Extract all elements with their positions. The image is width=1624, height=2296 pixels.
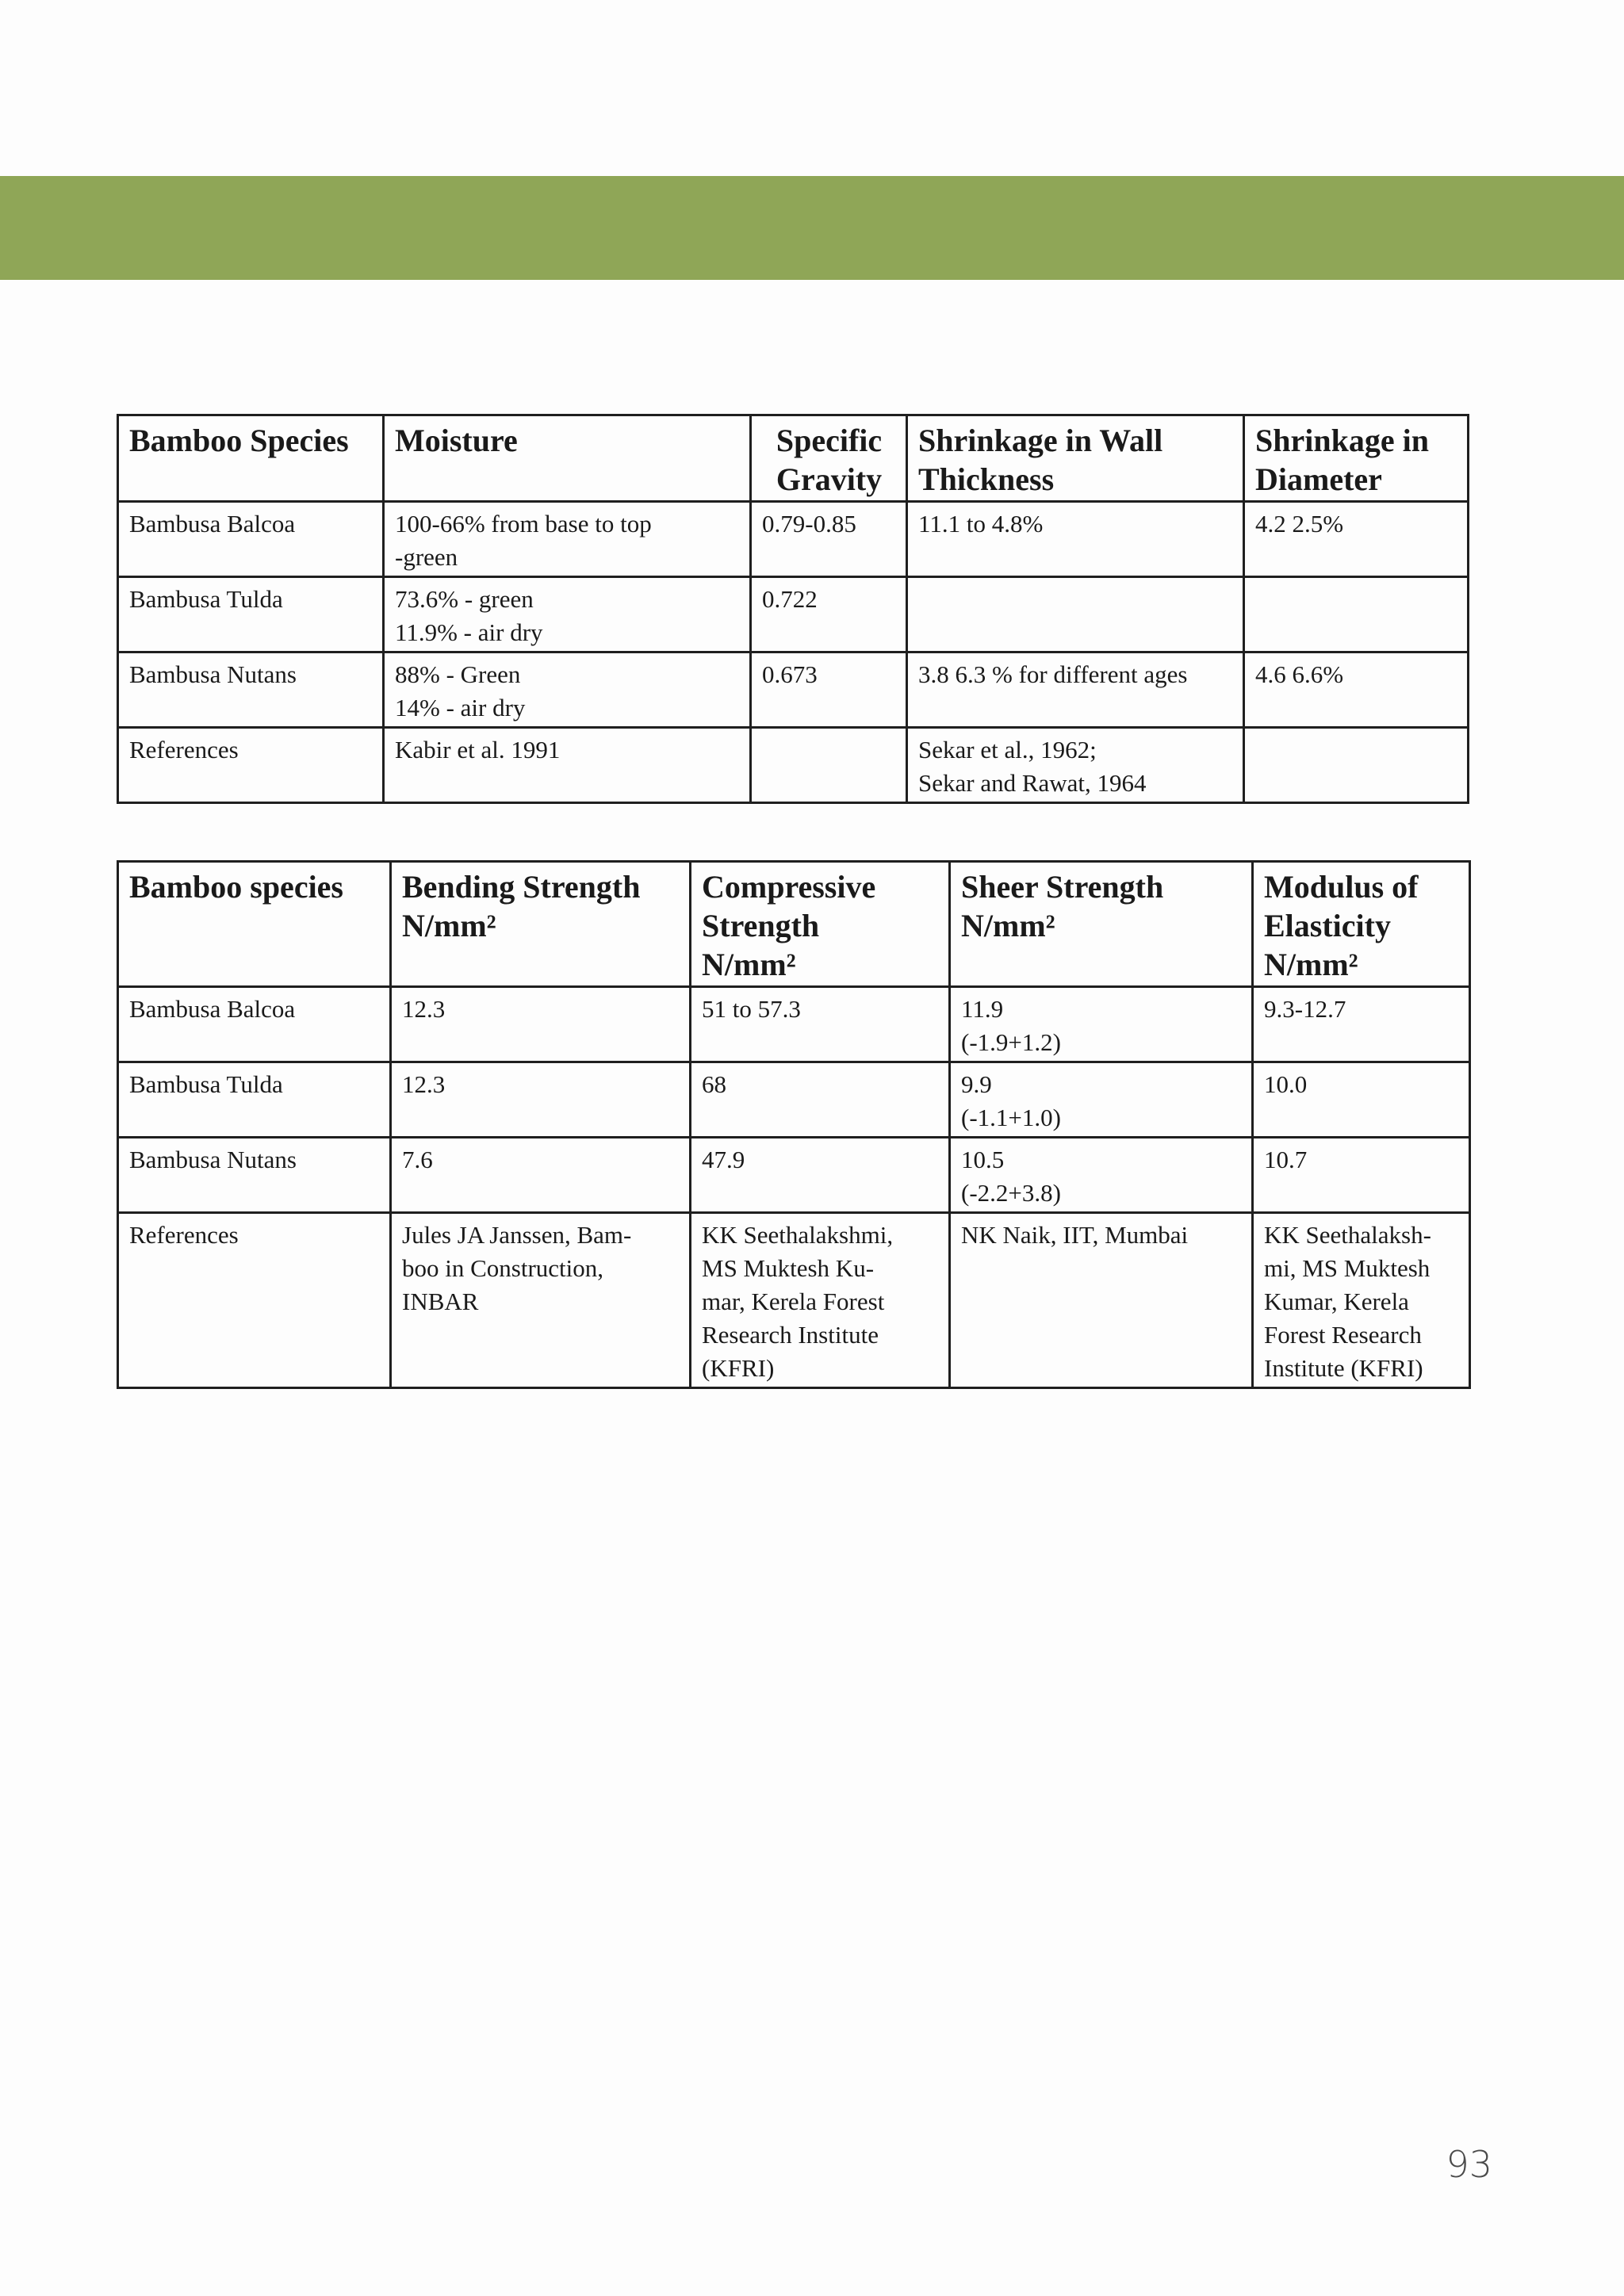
- table-cell: 73.6% - green 11.9% - air dry: [384, 577, 751, 652]
- column-header-moisture: Moisture: [384, 415, 751, 502]
- table-row: [118, 1138, 1470, 1213]
- table-cell: References: [118, 728, 384, 803]
- table-cell: Bambusa Tulda: [118, 1062, 391, 1138]
- table-cell: 4.2 2.5%: [1244, 502, 1469, 577]
- table-cell: KK Seethalaksh- mi, MS Muktesh Kumar, Kerela Forest Research Institute (KFRI): [1253, 1213, 1470, 1388]
- column-header-shrinkage-diameter: Shrinkage in Diameter: [1244, 415, 1469, 502]
- table-cell: 100-66% from base to top -green: [384, 502, 751, 577]
- header-band: [0, 176, 1624, 280]
- mechanical-properties-table: [117, 860, 1471, 1389]
- table-cell: NK Naik, IIT, Mumbai: [950, 1213, 1253, 1388]
- table-cell: 12.3: [391, 987, 691, 1062]
- table-row: [118, 1062, 1470, 1138]
- table-cell: [1244, 728, 1469, 803]
- table-row: [118, 577, 1469, 652]
- column-header-compressive-strength: Compressive Strength N/mm²: [691, 862, 950, 987]
- table-cell: Bambusa Balcoa: [118, 987, 391, 1062]
- column-header-modulus-elasticity: Modulus of Elasticity N/mm²: [1253, 862, 1470, 987]
- table-cell: 11.9 (-1.9+1.2): [950, 987, 1253, 1062]
- table-cell: Bambusa Nutans: [118, 1138, 391, 1213]
- page-number: 93: [1446, 2143, 1492, 2186]
- table-cell: [907, 577, 1244, 652]
- table-row: [118, 1213, 1470, 1388]
- physical-properties-table: [117, 414, 1469, 804]
- column-header-species: Bamboo Species: [118, 415, 384, 502]
- table-cell: 0.673: [751, 652, 907, 728]
- table-cell: 68: [691, 1062, 950, 1138]
- table-cell: 9.3-12.7: [1253, 987, 1470, 1062]
- table-cell: 11.1 to 4.8%: [907, 502, 1244, 577]
- table-row: [118, 502, 1469, 577]
- table-cell: 12.3: [391, 1062, 691, 1138]
- table-cell: References: [118, 1213, 391, 1388]
- table-cell: 0.722: [751, 577, 907, 652]
- column-header-species: Bamboo species: [118, 862, 391, 987]
- table-cell: [751, 728, 907, 803]
- table-cell: 7.6: [391, 1138, 691, 1213]
- table-cell: Sekar et al., 1962; Sekar and Rawat, 1964: [907, 728, 1244, 803]
- table-cell: 10.7: [1253, 1138, 1470, 1213]
- table-cell: Jules JA Janssen, Bam- boo in Construction, INBAR: [391, 1213, 691, 1388]
- column-header-sheer-strength: Sheer Strength N/mm²: [950, 862, 1253, 987]
- table-cell: Bambusa Tulda: [118, 577, 384, 652]
- table-header-row: [118, 415, 1469, 502]
- table-row: [118, 652, 1469, 728]
- table-cell: KK Seethalakshmi, MS Muktesh Ku- mar, Kerela Forest Research Institute (KFRI): [691, 1213, 950, 1388]
- table-cell: [1244, 577, 1469, 652]
- table-cell: Kabir et al. 1991: [384, 728, 751, 803]
- table-row: [118, 987, 1470, 1062]
- table-cell: 47.9: [691, 1138, 950, 1213]
- table-cell: 10.5 (-2.2+3.8): [950, 1138, 1253, 1213]
- table-cell: 4.6 6.6%: [1244, 652, 1469, 728]
- column-header-specific-gravity: Specific Gravity: [751, 415, 907, 502]
- column-header-shrinkage-wall: Shrinkage in Wall Thickness: [907, 415, 1244, 502]
- table-cell: Bambusa Nutans: [118, 652, 384, 728]
- table-cell: 88% - Green 14% - air dry: [384, 652, 751, 728]
- table-cell: 0.79-0.85: [751, 502, 907, 577]
- table-cell: Bambusa Balcoa: [118, 502, 384, 577]
- table-cell: 10.0: [1253, 1062, 1470, 1138]
- table-row: [118, 728, 1469, 803]
- table-cell: 9.9 (-1.1+1.0): [950, 1062, 1253, 1138]
- table-cell: 51 to 57.3: [691, 987, 950, 1062]
- table-header-row: [118, 862, 1470, 987]
- column-header-bending-strength: Bending Strength N/mm²: [391, 862, 691, 987]
- table-cell: 3.8 6.3 % for different ages: [907, 652, 1244, 728]
